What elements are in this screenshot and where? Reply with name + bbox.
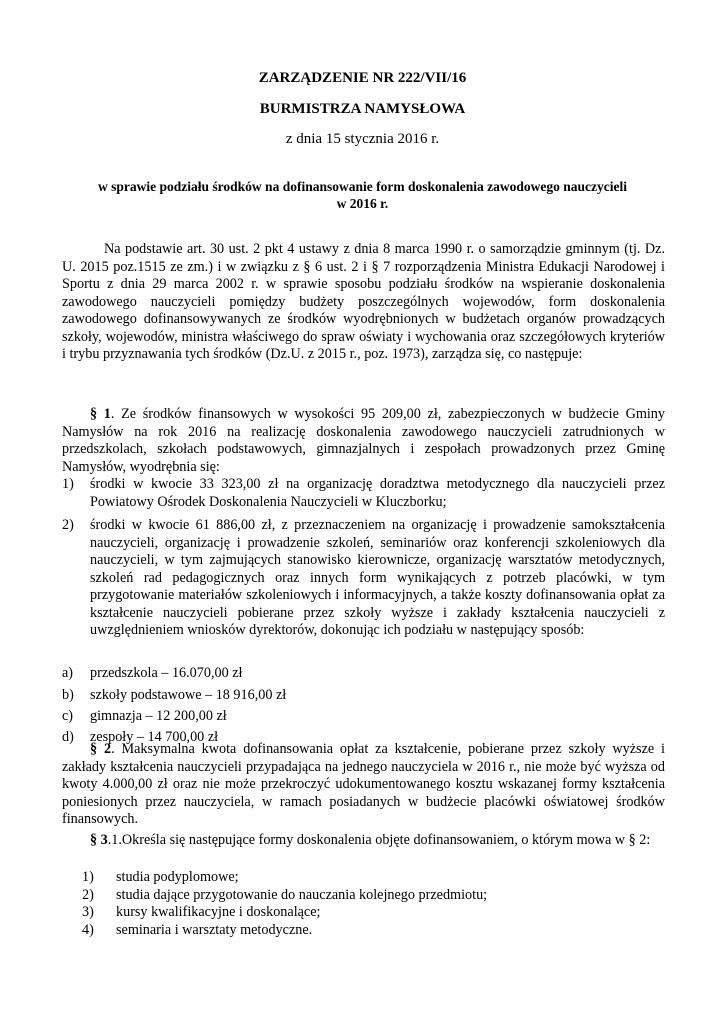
document-subject (60, 178, 665, 212)
list-item-number: 1) (82, 869, 94, 885)
issuer-title: BURMISTRZA NAMYSŁOWA (259, 101, 466, 117)
allocation-letter: c) (62, 708, 74, 724)
allocation-text: zespoły – 14 700,00 zł (90, 729, 219, 745)
section-1-paragraph (62, 406, 665, 476)
list-item-text: studia podyplomowe; (116, 869, 239, 885)
allocation-text: szkoły podstawowe – 18 916,00 zł (90, 687, 287, 703)
preamble-paragraph: Na podstawie art. 30 ust. 2 pkt 4 ustawy z dnia 8 marca 1990 r. o samorządzie gminnym (tj. Dz. U. 2015 poz.1515 ze zm.) i w związku z § 6 ust. 2 i § 7 rozporządzenia Ministra Edukacji Narodowej i Sportu z dnia 29 marca 2002 r. w sprawie sposobu podziału środków na wspieranie doskonalenia zawodowego nauczycieli pomiędzy budżety poszczególnych wojewodów, form doskonalenia zawodowego dofinansowywanych ze środków wyodrębnionych w budżetach organów prowadzących szkoły, wojewodów, ministra właściwego do spraw oświaty i wychowania oraz szczegółowych kryteriów i trybu przyznawania tych środków (Dz.U. z 2015 r., poz. 1973), zarządza się, co następuje: (62, 241, 665, 362)
section-2-paragraph (62, 741, 665, 829)
document-date: z dnia 15 stycznia 2016 r. (285, 131, 440, 147)
subject-line-2: w 2016 r. (336, 196, 389, 211)
subject-line-1: w sprawie podziału środków na dofinansowanie form doskonalenia zawodowego nauczycieli (98, 179, 627, 194)
allocation-text: gimnazja – 12 200,00 zł (90, 708, 227, 724)
list-item-number: 4) (82, 921, 94, 938)
section-2-mark: § 2 (90, 741, 112, 757)
section-3-paragraph (62, 832, 665, 850)
list-item-text: studia dające przygotowanie do nauczania kolejnego przedmiotu; (116, 886, 488, 903)
allocation-letter: a) (62, 665, 74, 681)
section-1-mark: § 1 (90, 406, 111, 422)
list-item-number: 2) (82, 886, 94, 903)
section-3-text: .1.Określa się następujące formy doskonalenia objęte dofinansowaniem, o którym mowa w § 2: (107, 832, 651, 848)
list-item-number: 2) (62, 517, 74, 533)
document-title: ZARZĄDZENIE NR 222/VII/16 (258, 70, 467, 86)
list-item-text: środki w kwocie 33 323,00 zł na organizację doradztwa metodycznego dla nauczycieli przez Powiatowy Ośrodek Doskonalenia Nauczycieli w Kluczborku; (90, 476, 665, 510)
section-1-text: . Ze środków finansowych w wysokości 95 209,00 zł, zabezpieczonych w budżecie Gminy Namysłów na rok 2016 na realizację doskonalenia zawodowego nauczycieli zatrudnionych w przedszkolach, szkołach podstawowych, gimnazjalnych i zespołach prowadzonych przez Gminę Namysłów, wyodrębnia się: (62, 406, 665, 475)
list-item-number: 1) (62, 476, 74, 492)
allocation-text: przedszkola – 16.070,00 zł (90, 665, 243, 681)
list-item-text: seminaria i warsztaty metodyczne. (116, 921, 313, 938)
allocation-letter: b) (62, 687, 74, 703)
list-item-text: kursy kwalifikacyjne i doskonalące; (116, 904, 321, 920)
section-3-mark: § 3 (90, 832, 108, 848)
list-item-number: 3) (82, 904, 94, 920)
list-item-text: środki w kwocie 61 886,00 zł, z przeznaczeniem na organizację i prowadzenie samokształcenia nauczycieli, organizację i prowadzenie szkoleń, seminariów oraz konferencji szkoleniowych dla nauczycieli, w tym zajmujących stanowisko kierownicze, organizację warsztatów metodycznych, szkoleń rad pedagogicznych oraz innych form wynikających z potrzeb placówki, w tym przygotowanie materiałów szkoleniowych i informacyjnych, a także koszty dofinansowania opłat za kształcenie nauczycieli pobierane przez szkoły wyższe i zakłady kształcenia nauczycieli z uwzględnieniem wniosków dyrektorów, dokonując ich podziału w następujący sposób: (90, 517, 665, 638)
allocation-letter: d) (62, 729, 74, 745)
section-2-text: . Maksymalna kwota dofinansowania opłat za kształcenie, pobierane przez szkoły wyższe i zakłady kształcenia nauczycieli przypadająca na jednego nauczyciela w 2016 r., nie może być wyższa od kwoty 4.000,00 zł oraz nie może przekroczyć udokumentowanego kosztu wskazanej formy kształcenia poniesionych przez nauczyciela, w ramach posiadanych w budżecie placówki oświatowej środków finansowych. (62, 741, 665, 827)
